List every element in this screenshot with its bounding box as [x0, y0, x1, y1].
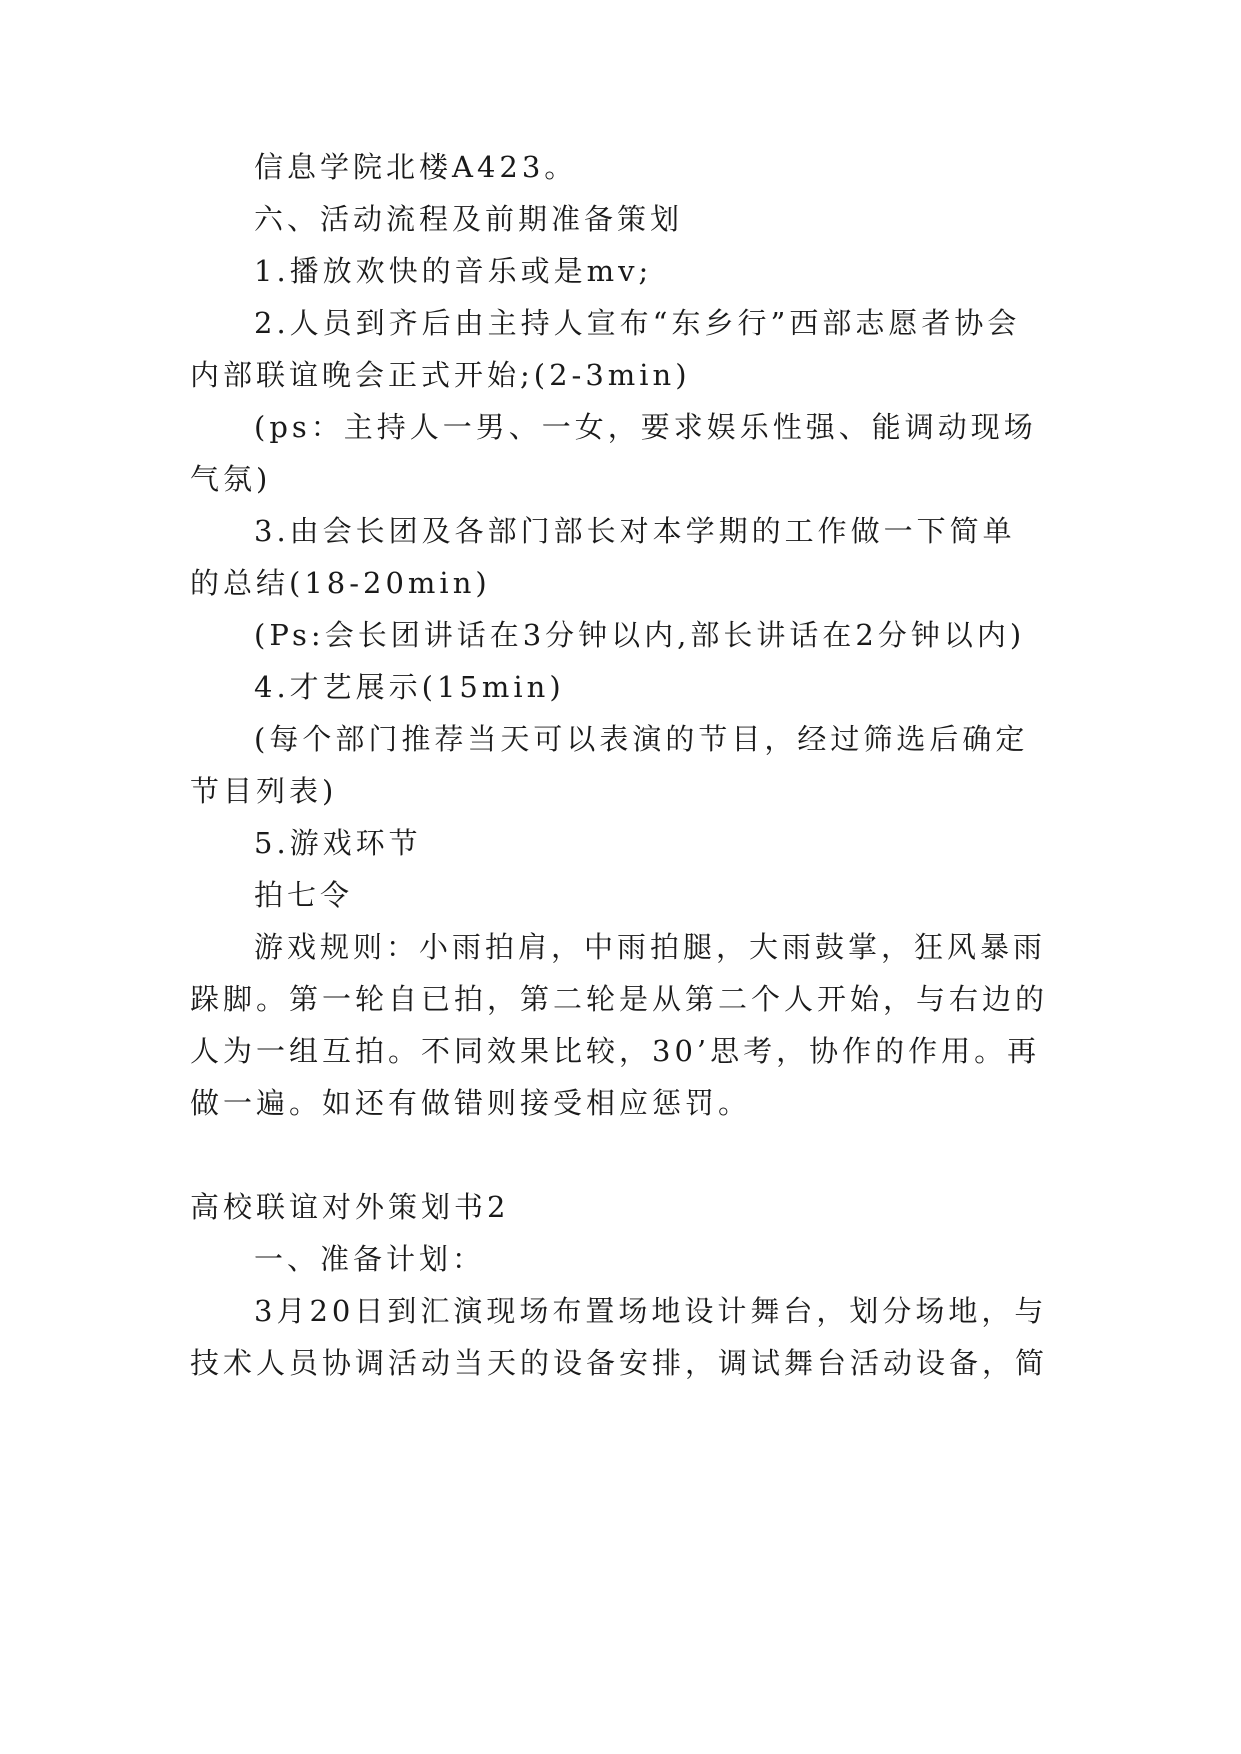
text-line: 拍七令 — [254, 878, 354, 912]
text-line: 2.人员到齐后由主持人宣布“东乡行”西部志愿者协会 — [254, 306, 1021, 340]
text-line: 节目列表) — [190, 774, 338, 808]
text-line: 3.由会长团及各部门部长对本学期的工作做一下简单 — [254, 514, 1016, 548]
document-title: 高校联谊对外策划书2 — [190, 1190, 510, 1224]
text-line: (每个部门推荐当天可以表演的节目，经过筛选后确定 — [254, 722, 1029, 756]
text-line: 的总结(18-20min) — [190, 566, 491, 600]
section-heading: 一、准备计划： — [254, 1242, 486, 1276]
text-line: 游戏规则：小雨拍肩，中雨拍腿，大雨鼓掌，狂风暴雨 — [254, 930, 1047, 964]
text-line: 气氛) — [190, 462, 272, 496]
text-line: 技术人员协调活动当天的设备安排，调试舞台活动设备，简 — [190, 1346, 1049, 1380]
text-line: 人为一组互拍。不同效果比较，30’思考，协作的作用。再 — [190, 1034, 1041, 1068]
text-line: 3月20日到汇演现场布置场地设计舞台，划分场地，与 — [254, 1294, 1048, 1328]
section-heading: 六、活动流程及前期准备策划 — [254, 202, 684, 236]
text-line: 内部联谊晚会正式开始;(2-3min) — [190, 358, 691, 392]
text-line: 信息学院北楼A423。 — [254, 150, 578, 184]
text-line: (ps：主持人一男、一女，要求娱乐性强、能调动现场 — [254, 410, 1037, 444]
text-line: 5.游戏环节 — [254, 826, 422, 860]
text-line: 4.才艺展示(15min) — [254, 670, 565, 704]
text-line: (Ps:会长团讲话在3分钟以内,部长讲话在2分钟以内) — [254, 618, 1026, 652]
text-line: 1.播放欢快的音乐或是mv; — [254, 254, 653, 288]
text-line: 跺脚。第一轮自已拍，第二轮是从第二个人开始，与右边的 — [190, 982, 1049, 1016]
text-line: 做一遍。如还有做错则接受相应惩罚。 — [190, 1086, 752, 1120]
